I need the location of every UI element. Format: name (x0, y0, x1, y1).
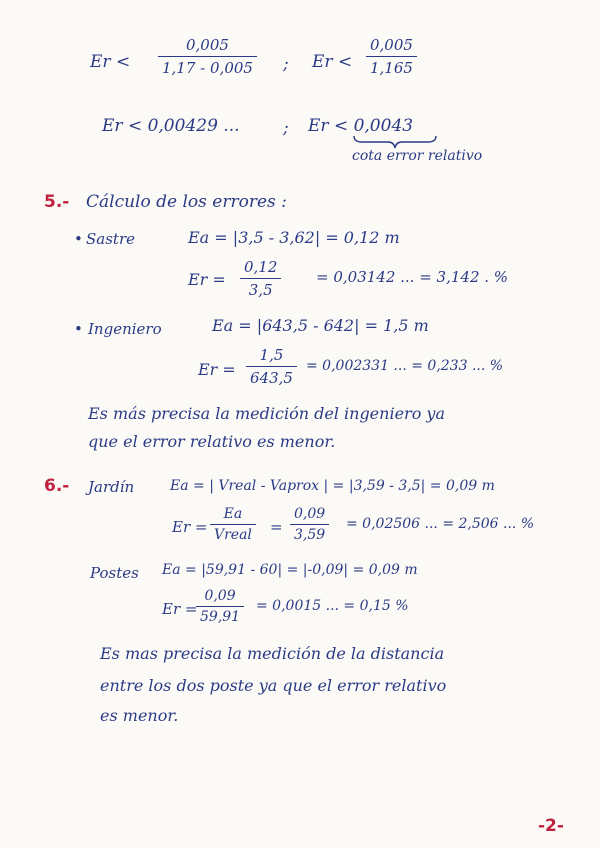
jardin-fraction-numeric-numerator: 0,09 (290, 506, 329, 525)
ingeniero-fraction-numerator: 1,5 (246, 346, 297, 367)
jardin-er-rhs: = 0,02506 ... = 2,506 ... % (346, 516, 535, 532)
jardin-fraction-symbolic-numerator: Ea (210, 506, 256, 525)
fraction-2-denominator: 1,165 (370, 59, 413, 77)
fraction-1-numerator: 0,005 (158, 36, 257, 57)
sastre-label: Sastre (86, 230, 135, 248)
bullet: • (74, 230, 83, 248)
ingeniero-ea: Ea = |643,5 - 642| = 1,5 m (212, 316, 429, 335)
postes-ea: Ea = |59,91 - 60| = |-0,09| = 0,09 m (162, 562, 418, 578)
section-5-number: 5.- (44, 192, 70, 212)
jardin-label: Jardín (88, 478, 135, 496)
page-number: -2- (538, 816, 564, 836)
section-6-number: 6.- (44, 476, 70, 496)
er-inequality-right-lhs: Er < (312, 52, 353, 72)
sastre-er-lhs: Er = (188, 270, 226, 289)
postes-fraction (196, 588, 244, 625)
postes-label: Postes (90, 564, 139, 582)
section-6-conclusion-line-1: Es mas precisa la medición de la distancia (100, 644, 445, 663)
jardin-fraction-numeric-denominator: 3,59 (294, 527, 326, 543)
sastre-fraction-numerator: 0,12 (240, 258, 281, 279)
jardin-fraction-numeric (290, 506, 329, 543)
postes-er-lhs: Er = (162, 600, 198, 618)
jardin-fraction-symbolic (210, 506, 256, 543)
fraction-1 (158, 36, 257, 77)
section-6-conclusion-line-2: entre los dos poste ya que el error relativo (100, 676, 447, 695)
separator-2: ; (283, 118, 289, 138)
sastre-ea: Ea = |3,5 - 3,62| = 0,12 m (188, 228, 400, 247)
ingeniero-fraction-denominator: 643,5 (250, 369, 293, 387)
fraction-2 (366, 36, 417, 77)
ingeniero-er-lhs: Er = (198, 360, 236, 379)
fraction-1-denominator: 1,17 - 0,005 (162, 59, 253, 77)
fraction-2-numerator: 0,005 (366, 36, 417, 57)
er-inequality-left-lhs: Er < (90, 52, 131, 72)
ingeniero-er-rhs: = 0,002331 ... = 0,233 ... % (306, 358, 504, 374)
ingeniero-fraction (246, 346, 297, 387)
jardin-ea: Ea = | Vreal - Vaprox | = |3,59 - 3,5| = 0,09 m (170, 478, 495, 494)
sastre-er-rhs: = 0,03142 ... = 3,142 . % (316, 268, 509, 286)
er-result-left: Er < 0,00429 ... (102, 116, 240, 136)
sastre-fraction-denominator: 3,5 (248, 281, 273, 299)
er-result-right: Er < 0,0043 (308, 116, 414, 136)
section-5-title: Cálculo de los errores : (86, 192, 287, 212)
postes-fraction-numerator: 0,09 (196, 588, 244, 607)
postes-fraction-denominator: 59,91 (200, 609, 241, 625)
jardin-er-lhs: Er = (172, 518, 208, 536)
separator: ; (283, 54, 289, 74)
section-5-conclusion-line-1: Es más precisa la medición del ingeniero ya (88, 404, 445, 423)
annotation-cota: cota error relativo (352, 148, 483, 164)
section-5-conclusion-line-2: que el error relativo es menor. (88, 432, 336, 451)
postes-er-rhs: = 0,0015 ... = 0,15 % (256, 598, 409, 614)
bullet: • (74, 320, 83, 338)
jardin-fraction-symbolic-denominator: Vreal (214, 527, 252, 543)
ingeniero-label: Ingeniero (88, 320, 162, 338)
section-6-conclusion-line-3: es menor. (100, 706, 179, 725)
sastre-fraction (240, 258, 281, 299)
jardin-er-eq: = (270, 518, 283, 536)
